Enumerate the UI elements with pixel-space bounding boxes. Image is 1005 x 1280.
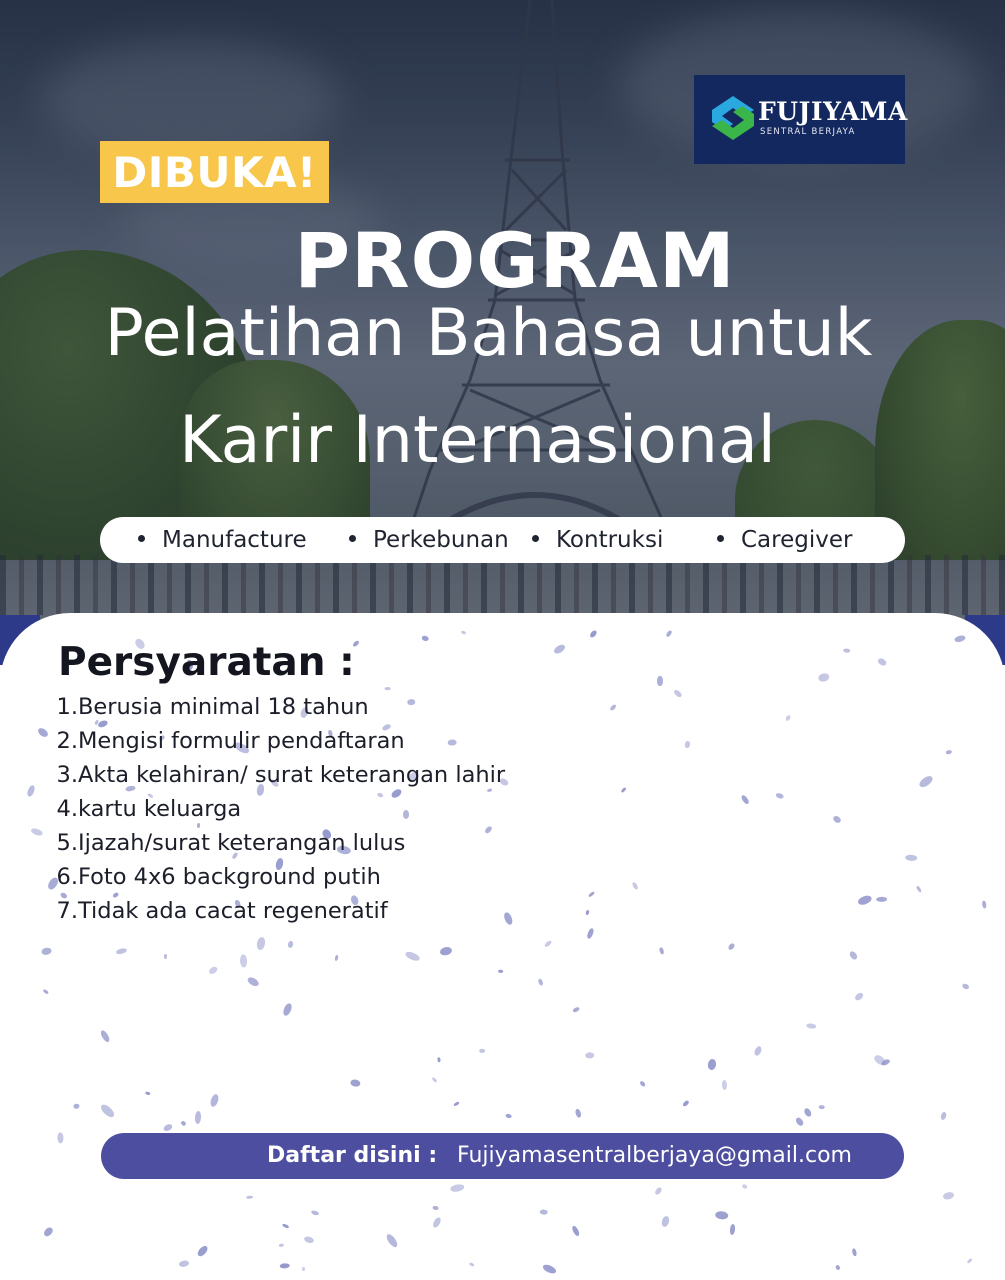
speckle-decoration (436, 1057, 440, 1063)
speckle-decoration (851, 1247, 857, 1256)
speckle-decoration (707, 1059, 716, 1071)
speckle-decoration (639, 1081, 646, 1088)
speckle-decoration (819, 1105, 825, 1109)
list-item (56, 690, 505, 724)
bullet-icon (717, 535, 724, 542)
speckle-decoration (450, 1183, 465, 1192)
speckle-decoration (540, 1209, 549, 1215)
list-item (56, 826, 505, 860)
speckle-decoration (835, 1264, 841, 1270)
speckle-decoration (542, 1263, 558, 1275)
sector-item-perkebunan (349, 517, 509, 563)
list-item-number: 5. (56, 830, 78, 856)
list-item-text: Akta kelahiran/ surat keterangan lahir (78, 762, 506, 788)
speckle-decoration (753, 1045, 762, 1056)
speckle-decoration (162, 1123, 173, 1132)
list-item-number: 2. (56, 728, 78, 754)
speckle-decoration (304, 1236, 315, 1245)
title-subtitle-line1: Pelatihan Bahasa untuk (104, 296, 873, 371)
speckle-decoration (657, 676, 662, 687)
speckle-decoration (857, 894, 873, 906)
speckle-decoration (433, 1205, 439, 1209)
register-bar (101, 1133, 904, 1179)
speckle-decoration (282, 1224, 289, 1230)
speckle-decoration (876, 897, 887, 902)
speckle-decoration (73, 1103, 80, 1108)
speckle-decoration (439, 946, 452, 956)
speckle-decoration (981, 901, 986, 909)
speckle-decoration (794, 1116, 804, 1127)
speckle-decoration (431, 1076, 437, 1082)
speckle-decoration (41, 947, 52, 955)
speckle-decoration (302, 1267, 305, 1272)
sector-label: Manufacture (162, 527, 307, 553)
speckle-decoration (195, 1111, 202, 1124)
speckle-decoration (116, 947, 128, 955)
list-item-text: kartu keluarga (78, 796, 242, 822)
title-subtitle-line2: Karir Internasional (179, 403, 776, 478)
speckle-decoration (498, 969, 503, 973)
speckle-decoration (818, 672, 830, 682)
speckle-decoration (42, 989, 49, 995)
speckle-decoration (775, 792, 784, 800)
list-item-number: 6. (56, 864, 78, 890)
list-item (56, 758, 505, 792)
speckle-decoration (682, 1099, 690, 1106)
list-item (56, 860, 505, 894)
speckle-decoration (716, 1211, 729, 1220)
speckle-decoration (953, 634, 965, 642)
speckle-decoration (659, 947, 665, 955)
speckle-decoration (609, 704, 617, 712)
speckle-decoration (588, 891, 595, 898)
speckle-decoration (282, 1002, 293, 1017)
speckle-decoration (287, 940, 294, 948)
speckle-decoration (730, 1224, 736, 1235)
speckle-decoration (831, 814, 841, 824)
speckle-decoration (210, 1093, 221, 1107)
sector-item-manufacture (138, 517, 307, 563)
bullet-icon (138, 535, 145, 542)
speckle-decoration (742, 1184, 748, 1189)
speckle-decoration (246, 1195, 253, 1199)
speckle-decoration (966, 1257, 973, 1264)
logo-subtitle: SENTRAL BERJAYA (760, 127, 856, 137)
list-item-number: 4. (56, 796, 78, 822)
requirements-title: Persyaratan : (58, 640, 355, 685)
speckle-decoration (684, 741, 690, 748)
register-email-link[interactable]: Fujiyamasentralberjaya@gmail.com (457, 1143, 852, 1168)
speckle-decoration (672, 689, 682, 699)
speckle-decoration (727, 942, 735, 950)
speckle-decoration (654, 1187, 663, 1196)
speckle-decoration (843, 648, 850, 652)
speckle-decoration (666, 629, 673, 637)
speckle-decoration (506, 1114, 512, 1119)
list-item (56, 724, 505, 758)
speckle-decoration (256, 936, 266, 950)
sector-list (100, 517, 905, 563)
speckle-decoration (422, 636, 430, 642)
sector-label: Kontruksi (556, 527, 664, 553)
speckle-decoration (962, 983, 971, 991)
list-item-text: Foto 4x6 background putih (78, 864, 381, 890)
speckle-decoration (208, 965, 219, 975)
speckle-decoration (589, 629, 598, 638)
bullet-icon (349, 535, 356, 542)
speckle-decoration (334, 954, 339, 961)
speckle-decoration (279, 1243, 284, 1247)
speckle-decoration (586, 928, 595, 940)
speckle-decoration (30, 827, 43, 837)
speckle-decoration (940, 1111, 948, 1120)
company-logo (694, 75, 908, 164)
speckle-decoration (571, 1006, 579, 1013)
speckle-decoration (853, 992, 864, 1002)
speckle-decoration (57, 1132, 64, 1144)
speckle-decoration (99, 1030, 111, 1044)
speckle-decoration (848, 950, 859, 961)
sector-item-caregiver (717, 517, 852, 563)
speckle-decoration (661, 1215, 671, 1227)
speckle-decoration (620, 787, 626, 794)
bullet-icon (532, 535, 539, 542)
speckle-decoration (181, 1120, 187, 1126)
speckle-decoration (99, 1103, 116, 1119)
speckle-decoration (279, 1263, 289, 1269)
speckle-decoration (42, 1226, 54, 1238)
speckle-decoration (453, 1101, 460, 1107)
speckle-decoration (571, 1226, 581, 1238)
speckle-decoration (469, 1262, 475, 1267)
list-item (56, 792, 505, 826)
speckle-decoration (741, 795, 750, 806)
requirements-list (56, 690, 505, 928)
list-item-number: 7. (56, 898, 78, 924)
speckle-decoration (877, 657, 888, 667)
speckle-decoration (544, 940, 553, 949)
speckle-decoration (384, 1233, 399, 1250)
speckle-decoration (586, 910, 590, 915)
speckle-decoration (246, 976, 259, 988)
speckle-decoration (585, 1052, 594, 1058)
speckle-decoration (942, 1192, 955, 1201)
open-badge: DIBUKA! (100, 141, 329, 203)
list-item-number: 1. (56, 694, 78, 720)
logo-name: FUJIYAMA (758, 97, 908, 126)
speckle-decoration (575, 1109, 582, 1119)
title-program: PROGRAM (294, 216, 736, 305)
speckle-decoration (915, 886, 922, 894)
sector-item-kontruksi (532, 517, 663, 563)
list-item-number: 3. (56, 762, 78, 788)
register-label: Daftar disini : (267, 1143, 438, 1168)
speckle-decoration (784, 715, 791, 723)
speckle-decoration (461, 631, 467, 636)
speckle-decoration (905, 854, 917, 861)
speckle-decoration (26, 784, 36, 797)
speckle-decoration (722, 1079, 728, 1089)
speckle-decoration (431, 1216, 441, 1228)
list-item-text: Mengisi formulir pendaftaran (78, 728, 405, 754)
speckle-decoration (803, 1107, 812, 1118)
speckle-decoration (144, 1092, 150, 1097)
speckle-decoration (631, 881, 638, 890)
speckle-decoration (404, 950, 420, 962)
speckle-decoration (240, 954, 248, 968)
sector-label: Caregiver (741, 527, 853, 553)
sector-label: Perkebunan (373, 527, 509, 553)
speckle-decoration (806, 1023, 816, 1029)
speckle-decoration (552, 643, 566, 655)
list-item-text: Berusia minimal 18 tahun (78, 694, 369, 720)
list-item-text: Ijazah/surat keterangan lulus (78, 830, 406, 856)
speckle-decoration (350, 1079, 361, 1087)
speckle-decoration (195, 1244, 208, 1258)
speckle-decoration (179, 1260, 190, 1268)
list-item-text: Tidak ada cacat regeneratif (78, 898, 388, 924)
speckle-decoration (918, 774, 935, 789)
speckle-decoration (310, 1210, 319, 1216)
speckle-decoration (36, 726, 50, 739)
speckle-decoration (164, 954, 168, 959)
speckle-decoration (945, 750, 952, 755)
list-item (56, 894, 505, 928)
speckle-decoration (479, 1049, 485, 1054)
logo-mark-icon (710, 94, 756, 142)
speckle-decoration (538, 979, 544, 986)
